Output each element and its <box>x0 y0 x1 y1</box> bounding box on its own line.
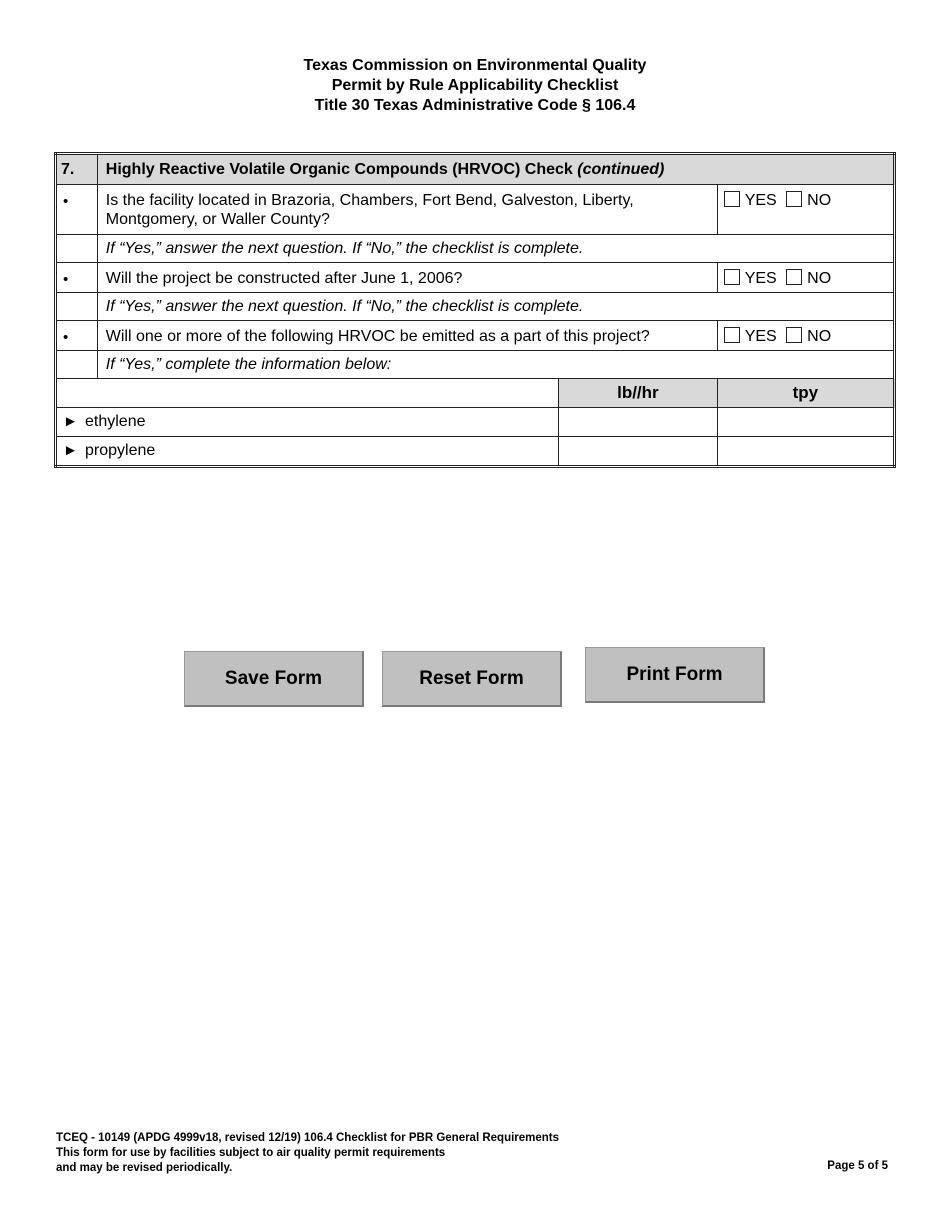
agency-name: Texas Commission on Environmental Quality <box>303 57 647 74</box>
yes-no-answer <box>717 185 894 235</box>
section-number: 7. <box>56 154 98 185</box>
section-header-row <box>56 154 895 185</box>
reset-form-button[interactable]: Reset Form <box>382 651 562 707</box>
arrow-icon: ► <box>63 413 78 430</box>
empty-header-cell <box>56 379 559 408</box>
tpy-input[interactable] <box>717 408 894 437</box>
lb-hr-input[interactable] <box>559 408 718 437</box>
question-text: Is the facility located in Brazoria, Chambers, Fort Bend, Galveston, Liberty, Montgomery, or Waller County? <box>97 185 717 235</box>
no-checkbox[interactable] <box>786 327 802 343</box>
no-checkbox[interactable] <box>786 269 802 285</box>
section-title-suffix: (continued) <box>577 160 665 178</box>
empty-cell <box>56 235 98 263</box>
column-header-lb-hr: lb//hr <box>559 379 718 408</box>
empty-cell <box>56 351 98 379</box>
empty-cell <box>56 293 98 321</box>
column-header-tpy: tpy <box>717 379 894 408</box>
pollutant-label <box>56 437 559 467</box>
yes-checkbox[interactable] <box>724 191 740 207</box>
emissions-row-ethylene <box>56 408 895 437</box>
code-reference: Title 30 Texas Administrative Code § 106.4 <box>314 97 636 114</box>
tpy-input[interactable] <box>717 437 894 467</box>
document-header <box>0 56 950 116</box>
yes-label: YES <box>744 270 777 287</box>
yes-checkbox[interactable] <box>724 269 740 285</box>
section-title <box>97 154 894 185</box>
form-id: TCEQ - 10149 (APDG 4999v18, revised 12/19) 106.4 Checklist for PBR General Requirements <box>56 1132 560 1144</box>
question-row-construction-date <box>56 263 895 293</box>
form-title: Permit by Rule Applicability Checklist <box>331 77 619 94</box>
question-text: Will one or more of the following HRVOC be emitted as a part of this project? <box>97 321 717 351</box>
yes-label: YES <box>744 328 777 345</box>
section-title-text: Highly Reactive Volatile Organic Compounds (HRVOC) Check <box>105 160 573 178</box>
yes-no-answer <box>717 263 894 293</box>
footer-revision-note: and may be revised periodically. <box>56 1162 233 1174</box>
page-number: Page 5 of 5 <box>827 1160 888 1172</box>
emissions-row-propylene <box>56 437 895 467</box>
question-row-county <box>56 185 895 235</box>
pollutant-label <box>56 408 559 437</box>
lb-hr-input[interactable] <box>559 437 718 467</box>
pollutant-name: ethylene <box>85 413 146 430</box>
instruction-text: If “Yes,” complete the information below: <box>97 351 894 379</box>
yes-label: YES <box>744 192 777 209</box>
no-checkbox[interactable] <box>786 191 802 207</box>
instruction-row <box>56 293 895 321</box>
instruction-row <box>56 351 895 379</box>
yes-no-answer <box>717 321 894 351</box>
hrvoc-check-table <box>54 152 896 468</box>
bullet: • <box>56 321 98 351</box>
no-label: NO <box>807 270 832 287</box>
instruction-text: If “Yes,” answer the next question. If “No,” the checklist is complete. <box>97 235 894 263</box>
arrow-icon: ► <box>63 442 78 459</box>
pollutant-name: propylene <box>85 442 156 459</box>
footer-usage-note: This form for use by facilities subject to air quality permit requirements <box>56 1147 446 1159</box>
yes-checkbox[interactable] <box>724 327 740 343</box>
save-form-button[interactable]: Save Form <box>184 651 364 707</box>
bullet: • <box>56 185 98 235</box>
no-label: NO <box>807 328 832 345</box>
no-label: NO <box>807 192 832 209</box>
instruction-text: If “Yes,” answer the next question. If “No,” the checklist is complete. <box>97 293 894 321</box>
print-form-button[interactable]: Print Form <box>585 647 765 703</box>
emissions-header-row <box>56 379 895 408</box>
question-text: Will the project be constructed after June 1, 2006? <box>97 263 717 293</box>
instruction-row <box>56 235 895 263</box>
question-row-hrvoc-emitted <box>56 321 895 351</box>
document-footer <box>56 1131 559 1176</box>
bullet: • <box>56 263 98 293</box>
